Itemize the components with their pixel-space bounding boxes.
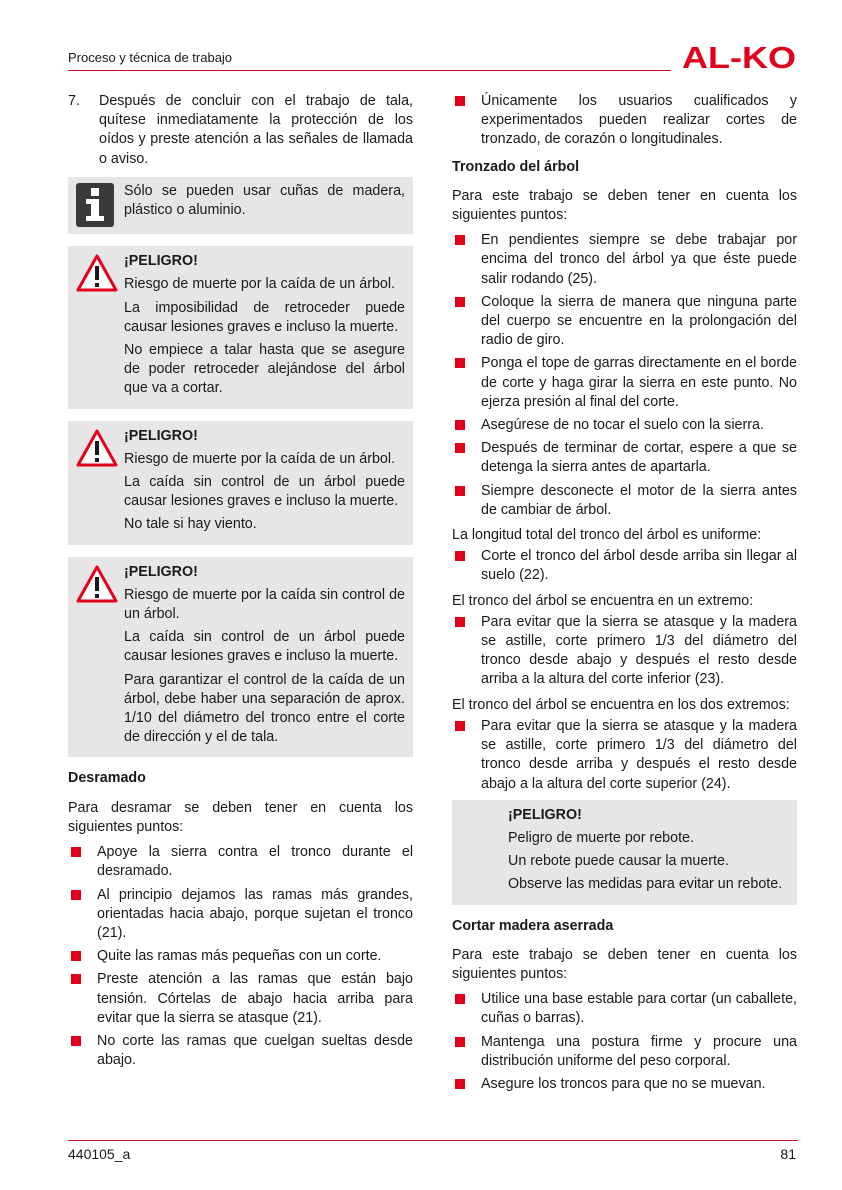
danger-box-3: [68, 557, 413, 758]
danger-line: Riesgo de muerte por la caída sin control de un árbol.: [124, 586, 405, 623]
danger-title: ¡PELIGRO!: [124, 563, 198, 580]
list-item: Siempre desconecte el motor de la sierra antes de cambiar de árbol.: [452, 482, 797, 520]
danger-line: La caída sin control de un árbol puede causar lesiones graves e incluso la muerte.: [124, 629, 405, 665]
aserrada-intro: Para este trabajo se deben tener en cuenta los siguientes puntos:: [452, 946, 797, 982]
list-item: Para evitar que la sierra se atasque y la madera se astille, corte primero 1/3 del diámetro del tronco desde arriba y después el resto desde abajo a la altura del corte superior (24).: [452, 717, 797, 794]
warning-triangle-icon: [76, 429, 118, 467]
bullet-square-icon: [455, 486, 465, 496]
header-divider: [68, 70, 671, 71]
list-item: Ponga el tope de garras directamente en el borde de corte y haga girar la sierra en este punto. No ejerza presión al final del corte.: [452, 354, 797, 412]
footer-divider: [68, 1140, 798, 1141]
desramado-intro: Para desramar se deben tener en cuenta los siguientes puntos:: [68, 799, 413, 835]
danger-title: ¡PELIGRO!: [124, 427, 198, 444]
danger-line: Peligro de muerte por rebote.: [508, 829, 694, 846]
danger-line: Riesgo de muerte por la caída de un árbol.: [124, 276, 396, 293]
list-item: Preste atención a las ramas que están bajo tensión. Córtelas de abajo hacia arriba para evitar que la sierra se atasque (21).: [68, 970, 413, 1028]
case-one-end: El tronco del árbol se encuentra en un extremo:: [452, 592, 754, 609]
bullet-square-icon: [455, 1037, 465, 1047]
bullet-square-icon: [455, 96, 465, 106]
document-code: 440105_a: [68, 1146, 131, 1162]
bullet-square-icon: [455, 235, 465, 245]
danger-line: No empiece a talar hasta que se asegure de poder retroceder alejándose del árbol que va a cortar.: [124, 342, 405, 397]
list-item: Apoye la sierra contra el tronco durante el desramado.: [68, 843, 413, 881]
step-number: 7.: [68, 93, 80, 109]
heading-desramado: Desramado: [68, 770, 146, 787]
info-text: Sólo se pueden usar cuñas de madera, plástico o aluminio.: [124, 182, 405, 219]
case-uniform: La longitud total del tronco del árbol es uniforme:: [452, 527, 762, 544]
step-7: [68, 92, 413, 169]
bullet-square-icon: [455, 297, 465, 307]
warning-triangle-icon: [76, 254, 118, 292]
list-item: Asegure los troncos para que no se muevan.: [452, 1075, 797, 1094]
danger-box-2: [68, 421, 413, 545]
left-column: [68, 92, 413, 1076]
danger-box-1: [68, 246, 413, 408]
aserrada-list: [452, 990, 797, 1094]
alko-logo-text: AL-KO: [682, 42, 796, 72]
list-item: Asegúrese de no tocar el suelo con la sierra.: [452, 416, 797, 435]
list-item: Después de terminar de cortar, espere a que se detenga la sierra antes de apartarla.: [452, 439, 797, 477]
list-item: En pendientes siempre se debe trabajar por encima del tronco del árbol ya que éste puede salir rodando (25).: [452, 231, 797, 289]
danger-line: La caída sin control de un árbol puede causar lesiones graves e incluso la muerte.: [124, 474, 405, 510]
danger-title: ¡PELIGRO!: [508, 806, 582, 823]
bullet-square-icon: [71, 1036, 81, 1046]
danger-line: Riesgo de muerte por la caída de un árbol.: [124, 450, 396, 467]
danger-title: ¡PELIGRO!: [124, 253, 198, 270]
info-icon: [76, 183, 114, 227]
bullet-square-icon: [455, 994, 465, 1004]
bullet-square-icon: [455, 617, 465, 627]
tronzado-intro: Para este trabajo se deben tener en cuenta los siguientes puntos:: [452, 187, 797, 224]
bullet-square-icon: [71, 974, 81, 984]
list-item: No corte las ramas que cuelgan sueltas desde abajo.: [68, 1032, 413, 1070]
bullet-square-icon: [455, 443, 465, 453]
section-title: Proceso y técnica de trabajo: [68, 50, 233, 65]
bullet-square-icon: [71, 890, 81, 900]
desramado-list: [68, 843, 413, 1070]
right-column: [452, 92, 797, 1100]
bullet-square-icon: [71, 847, 81, 857]
case-one-end-list: [452, 613, 797, 690]
case-uniform-list: [452, 547, 797, 585]
case-two-ends: El tronco del árbol se encuentra en los dos extremos:: [452, 696, 790, 713]
tronzado-list: [452, 231, 797, 520]
bullet-square-icon: [455, 721, 465, 731]
heading-tronzado: Tronzado del árbol: [452, 158, 580, 175]
bullet-square-icon: [455, 358, 465, 368]
info-box: [68, 177, 413, 234]
bullet-square-icon: [455, 420, 465, 430]
bullet-square-icon: [455, 551, 465, 561]
list-item: Mantenga una postura firme y procure una distribución uniforme del peso corporal.: [452, 1033, 797, 1071]
danger-line: Observe las medidas para evitar un rebote.: [508, 876, 783, 893]
step-text: Después de concluir con el trabajo de tala, quítese inmediatamente la protección de los oídos y preste atención a las señales de llamada o aviso.: [99, 93, 413, 167]
alko-logo: [682, 42, 798, 72]
list-item: Corte el tronco del árbol desde arriba sin llegar al suelo (22).: [452, 547, 797, 585]
danger-line: No tale si hay viento.: [124, 516, 257, 533]
warning-triangle-icon: [76, 565, 118, 603]
danger-box-4: [452, 800, 797, 905]
list-item: Al principio dejamos las ramas más grandes, orientadas hacia abajo, porque sujetan el tronco (21).: [68, 886, 413, 944]
list-item: Utilice una base estable para cortar (un caballete, cuñas o barras).: [452, 990, 797, 1028]
list-item: Para evitar que la sierra se atasque y la madera se astille, corte primero 1/3 del diámetro del tronco desde abajo y después el resto desde arriba a la altura del corte inferior (23).: [452, 613, 797, 690]
list-item: Coloque la sierra de manera que ninguna parte del cuerpo se encuentre en la prolongación del radio de giro.: [452, 293, 797, 351]
bullet-square-icon: [71, 951, 81, 961]
danger-line: Un rebote puede causar la muerte.: [508, 853, 729, 870]
bullet-square-icon: [455, 1079, 465, 1089]
qualified-users-list: [452, 92, 797, 150]
case-two-ends-list: [452, 717, 797, 794]
heading-aserrada: Cortar madera aserrada: [452, 917, 614, 934]
page-number: 81: [780, 1146, 796, 1162]
page-header: [68, 42, 798, 76]
danger-line: Para garantizar el control de la caída de un árbol, debe haber una separación de aprox. 1/10 del diámetro del tronco entre el corte de dirección y el de tala.: [124, 671, 405, 746]
danger-line: La imposibilidad de retroceder puede causar lesiones graves e incluso la muerte.: [124, 299, 405, 335]
list-item: Quite las ramas más pequeñas con un corte.: [68, 947, 413, 966]
list-item: Únicamente los usuarios cualificados y experimentados pueden realizar cortes de tronzado, de corazón o longitudinales.: [452, 92, 797, 150]
